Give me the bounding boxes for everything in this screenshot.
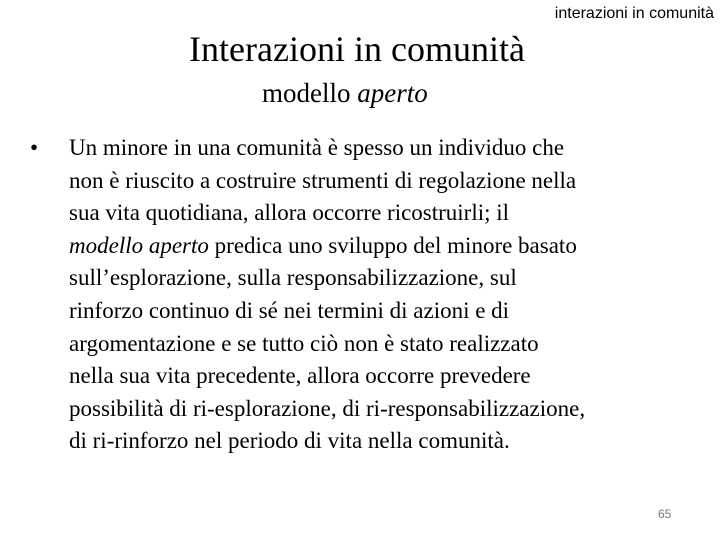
page-number: 65 <box>658 507 672 521</box>
bullet-line-8: nella sua vita precedente, allora occorre prevedere <box>69 363 531 389</box>
slide-title: Interazioni in comunità <box>189 29 525 69</box>
bullet-text <box>69 132 709 458</box>
bullet-line-4-rest: predica uno sviluppo del minore basato <box>208 232 577 258</box>
bullet-line-10: di ri-rinforzo nel periodo di vita nella comunità. <box>69 428 510 454</box>
header-tag: interazioni in comunità <box>554 5 714 22</box>
bullet-line-7: argomentazione e se tutto ciò non è stato realizzato <box>69 330 539 356</box>
bullet-line-2: non è riuscito a costruire strumenti di regolazione nella <box>69 167 577 193</box>
bullet-marker: • <box>30 135 39 160</box>
bullet-line-3: sua vita quotidiana, allora occorre ricostruirli; il <box>69 200 510 226</box>
bullet-line-9: possibilità di ri-esplorazione, di ri-responsabilizzazione, <box>69 395 586 421</box>
bullet-line-6: rinforzo continuo di sé nei termini di azioni e di <box>69 297 510 323</box>
slide-subtitle <box>262 76 428 110</box>
subtitle-emphasis: aperto <box>357 78 428 108</box>
bullet-line-1: Un minore in una comunità è spesso un individuo che <box>69 135 565 160</box>
bullet-line-5: sull’esplorazione, sulla responsabilizzazione, sul <box>69 265 517 291</box>
subtitle-prefix: modello <box>262 78 358 108</box>
bullet-line-4-emphasis: modello aperto <box>69 232 209 258</box>
bullet-line-4 <box>69 230 709 263</box>
